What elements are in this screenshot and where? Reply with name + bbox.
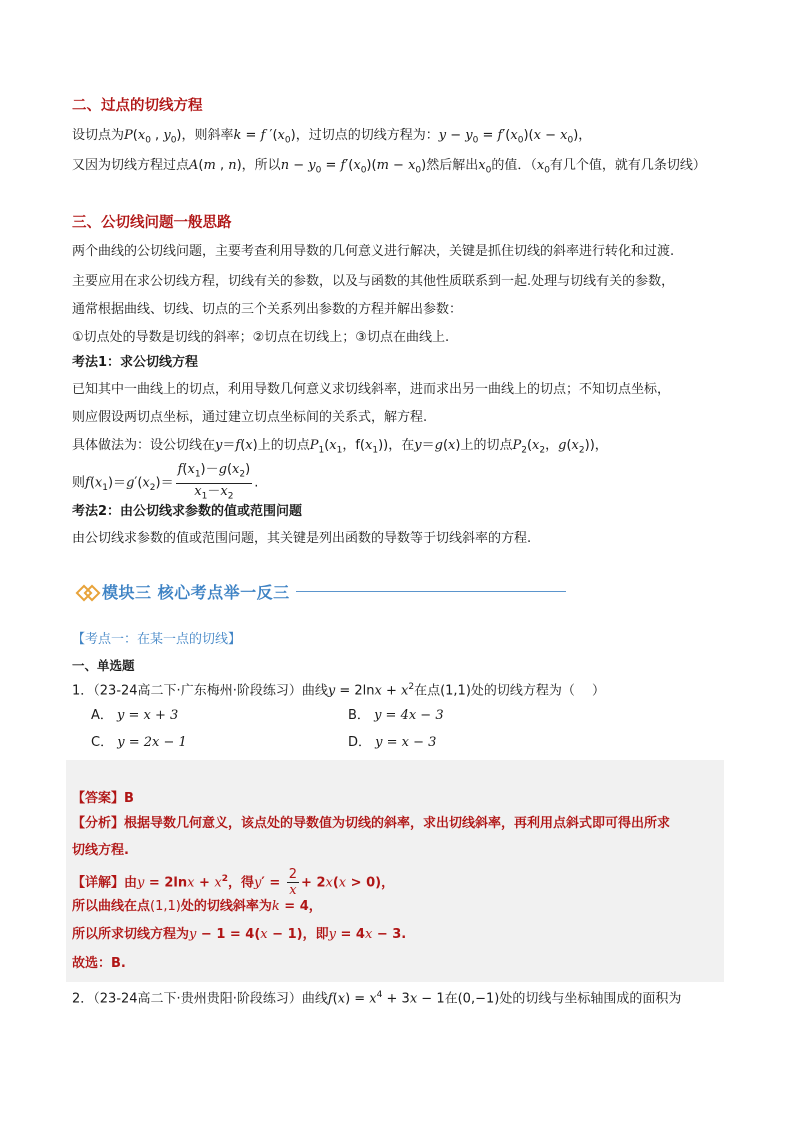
question-1-option-d[interactable]: D． y = x − 3 [348,735,437,750]
section2-line1: 设切点为$P(x_0$ , $y_0$)，则斜率k = f $'(x_0)$，过切点的切线方程为：$y - y_0 = f'(x_0)(x - x_0)$， [72,128,592,146]
module-divider [296,591,566,593]
detail-line-3: 所以所求切线方程为y − 1 = 4(x − 1)，即y = 4x − 3. [72,927,407,942]
section2-line2: 又因为切线方程过点A(m , n)，所以$n - y_0 = f'(x_0)(m - x_0)$然后解出$x_0$的值．（$x_0$有几个值，就有几条切线） [72,158,706,176]
question-1-option-b[interactable]: B． y = 4x − 3 [348,708,444,723]
method1-title: 考法1：求公切线方程 [72,355,199,370]
section3-paragraph-2: 主要应用在求公切线方程，切线有关的参数，以及与函数的其他性质联系到一起.处理与切线有关的参数， [72,274,675,289]
method1-paragraph-1: 已知其中一曲线上的切点，利用导数几何意义求切线斜率，进而求出另一曲线上的切点；不知切点坐标， [72,382,671,397]
question-2-stem: 2．（23-24高二下·贵州贵阳·阶段练习）曲线$f(x) = x^4 + 3x - 1$在(0,−1)处的切线与坐标轴围成的面积为 [72,990,682,1007]
question-1-stem: 1．（23-24高二下·广东梅州·阶段练习）曲线$y = 2\ln x + x^2$在点(1,1)处的切线方程为（ ） [72,682,606,699]
kaodian-title: 【考点一：在某一点的切线】 [72,632,242,647]
detail-line-2: 所以曲线在点(1,1)处的切线斜率为k = 4， [72,899,322,914]
module-title: 模块三 核心考点举一反三 [102,583,290,602]
detail-line-1: 【详解】由$y = 2\ln x + x^2$，得y′ = $\frac{2}{x}$ + 2x(x > 0)， [72,867,395,899]
analysis-line-2: 切线方程. [72,843,129,858]
single-choice-heading: 一、单选题 [72,658,135,673]
diamond-icon [78,585,98,599]
section2-heading: 二、过点的切线方程 [72,98,203,114]
method1-paragraph-3: 具体做法为：设公切线在y＝f(x)上的切点$P_1(x_1$，$f(x_1)$)，在y＝g(x)上的切点$P_2(x_2$，$g(x_2)$)， [72,438,608,456]
question-1-option-a[interactable]: A． y = x + 3 [91,708,179,723]
method2-paragraph-1: 由公切线求参数的值或范围问题，其关键是列出函数的导数等于切线斜率的方程. [72,531,532,546]
method1-paragraph-4: 则$f(x_1)=g'(x_2)=$ $\frac{f(x_1)-g(x_2)}{x_1-x_2}$ . [72,462,258,505]
method2-title: 考法2：由公切线求参数的值或范围问题 [72,504,303,519]
section3-paragraph-4: ①切点处的导数是切线的斜率；②切点在切线上；③切点在曲线上. [72,330,450,345]
method1-paragraph-2: 则应假设两切点坐标，通过建立切点坐标间的关系式，解方程. [72,410,428,425]
answer-choose: 故选：B. [72,956,126,971]
slope-fraction: $\frac{f(x_1)-g(x_2)}{x_1-x_2}$ [177,462,251,502]
section3-paragraph-1: 两个曲线的公切线问题，主要考查利用导数的几何意义进行解决，关键是抓住切线的斜率进行转化和过渡. [72,244,675,259]
answer-label: 【答案】B [72,791,134,806]
section3-heading: 三、公切线问题一般思路 [72,215,232,231]
module-banner [78,580,566,603]
section3-paragraph-3: 通常根据曲线、切线、切点的三个关系列出参数的方程并解出参数： [72,302,463,317]
analysis-line-1: 【分析】根据导数几何意义，该点处的导数值为切线的斜率，求出切线斜率，再利用点斜式即可得出所求 [72,816,671,831]
question-1-option-c[interactable]: C． y = 2x − 1 [91,735,187,750]
